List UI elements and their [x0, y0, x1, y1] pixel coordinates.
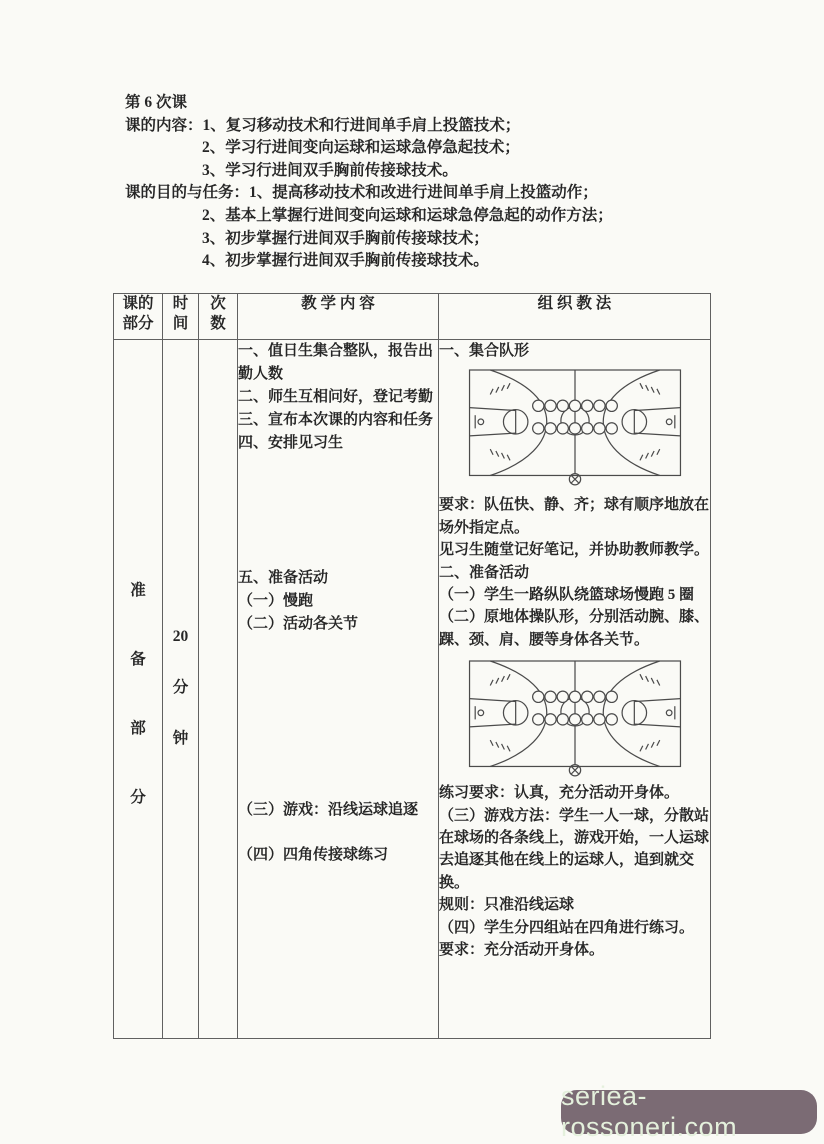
cell-time: 20 分 钟 — [163, 340, 199, 1039]
org-requirement: 要求：充分活动开身体。 — [439, 942, 605, 959]
column-header-time: 时 间 — [163, 294, 199, 340]
lesson-title: 第 6 次课 — [125, 94, 188, 111]
basketball-court-diagram — [462, 657, 688, 778]
court-right-half — [603, 661, 680, 766]
lesson-plan-table — [113, 293, 711, 1039]
basketball-court-diagram — [462, 366, 688, 487]
column-header-count: 次 数 — [199, 294, 238, 340]
teaching-item: 三、宣布本次课的内容和任务 — [238, 412, 434, 428]
content-item: 1、复习移动技术和行进间单手肩上投篮技术； — [202, 116, 521, 134]
org-requirement: 练习要求：认真，充分活动开身体。 — [439, 785, 680, 802]
court-left-half — [469, 370, 546, 475]
content-item: 2、学习行进间变向运球和运球急停急起技术； — [202, 139, 520, 157]
teaching-item: （三）游戏：沿线运球追逐 — [238, 802, 419, 818]
org-rule: 规则：只准沿线运球 — [439, 897, 575, 914]
column-header-organization: 组 织 教 法 — [439, 294, 711, 340]
content-item: 3、学习行进间双手胸前传接球技术。 — [202, 161, 458, 179]
org-note: 见习生随堂记好笔记，并协助教师教学。 — [439, 542, 710, 559]
org-item: （四）学生分四组站在四角进行练习。 — [439, 919, 695, 936]
org-item: （三）游戏方法：学生一人一球，分散站在球场的各条线上，游戏开始，一人运球去追逐其他在线上的运球人，追到就交换。 — [439, 807, 710, 891]
teaching-item: 五、准备活动 — [238, 570, 329, 586]
purpose-label: 课的目的与任务： — [125, 184, 250, 202]
teaching-item: 二、师生互相问好，登记考勤 — [238, 389, 434, 405]
teaching-item: 一、值日生集合整队，报告出勤人数 — [238, 343, 434, 382]
teaching-item: 四、安排见习生 — [238, 435, 344, 451]
purpose-item: 3、初步掌握行进间双手胸前传接球技术； — [202, 229, 489, 247]
cell-count — [199, 340, 238, 1039]
cell-organization-method — [439, 340, 711, 1039]
lesson-header — [125, 92, 725, 273]
column-header-teaching: 教 学 内 容 — [238, 294, 439, 340]
column-header-part: 课的 部分 — [114, 294, 163, 340]
org-heading: 二、准备活动 — [439, 564, 530, 581]
teaching-item: （四）四角传接球练习 — [238, 847, 389, 863]
content-label: 课的内容： — [125, 116, 203, 134]
org-item: （一）学生一路纵队绕篮球场慢跑 5 圈 — [439, 587, 695, 604]
teaching-item: （一）慢跑 — [238, 593, 314, 609]
org-item: （二）原地体操队形，分别活动腕、膝、踝、颈、肩、腰等身体各关节。 — [439, 609, 710, 648]
watermark-badge: seriea-rossoneri.com — [561, 1090, 817, 1134]
purpose-item: 2、基本上掌握行进间变向运球和运球急停急起的动作方法； — [202, 206, 613, 224]
cell-teaching-content — [238, 340, 439, 1039]
teaching-item: （二）活动各关节 — [238, 616, 359, 632]
court-right-half — [603, 370, 680, 475]
purpose-item: 1、提高移动技术和改进行进间单手肩上投篮动作； — [249, 184, 598, 202]
org-requirement: 要求：队伍快、静、齐；球有顺序地放在场外指定点。 — [439, 497, 710, 536]
court-left-half — [469, 661, 546, 766]
cell-lesson-part: 准 备 部 分 — [114, 340, 163, 1039]
purpose-item: 4、初步掌握行进间双手胸前传接球技术。 — [202, 252, 489, 270]
org-heading: 一、集合队形 — [439, 343, 530, 359]
